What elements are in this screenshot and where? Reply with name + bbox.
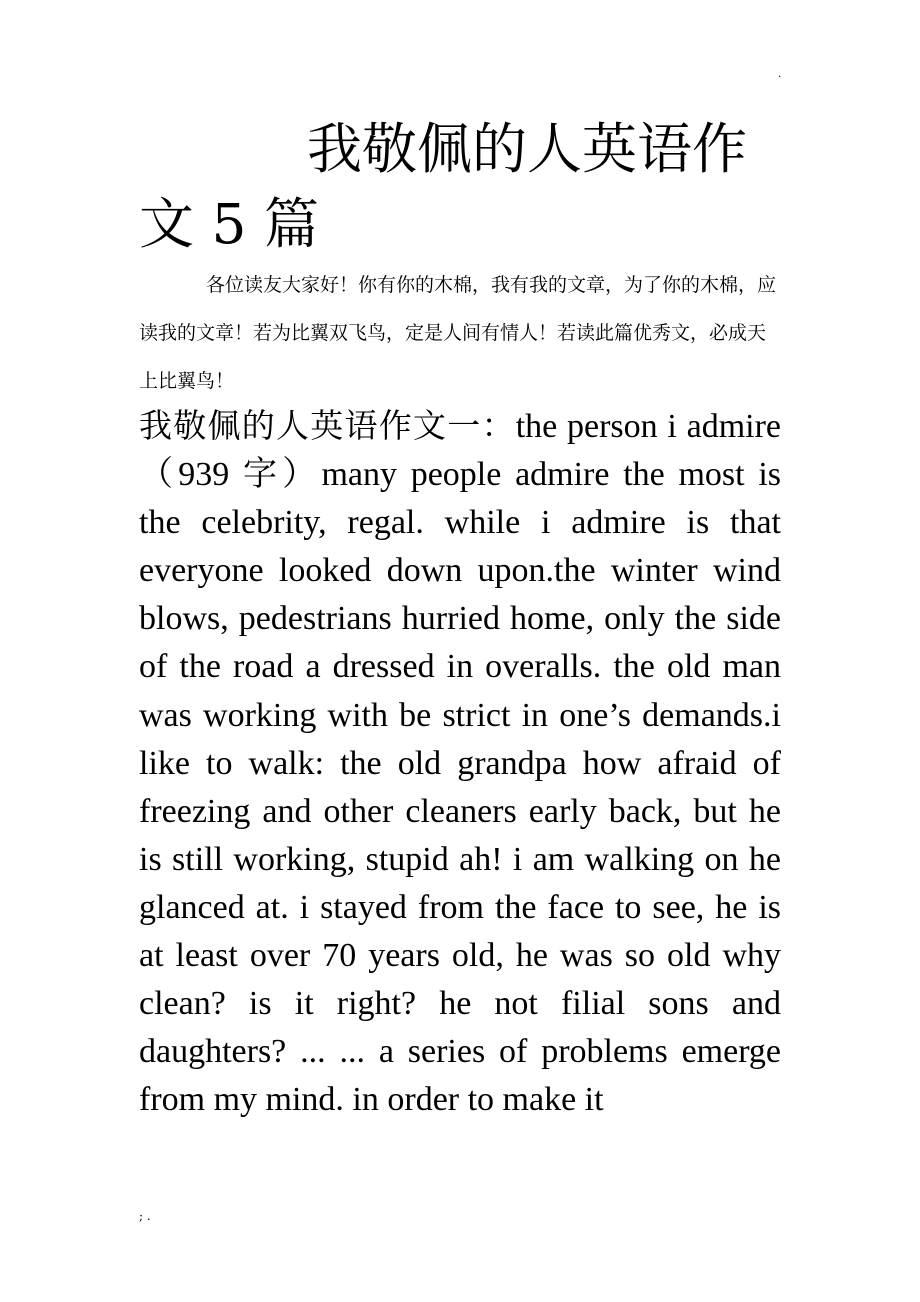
title-line-1: 我敬佩的人英语作 — [307, 117, 748, 181]
essay-text: many people admire the most is the celebrity, regal. while i admire is that everyone looked down upon.the winter wind blows, pedestrians hurried home, only the side of the road a dressed in overalls. the old man was working with be strict in one’s demands.i like to walk: the old grandpa how afraid of freezing and other cleaners early back, but he is still working, stupid ah! i am walking on he glanced at. i stayed from the face to see, he is at least over 70 years old, he was so old why clean? is it right? he not filial sons and daughters? ... ... a series of problems emerge from my mind. in order to make it — [139, 456, 782, 1119]
essay-char-count: （939 字） — [139, 456, 322, 494]
intro-paragraph: 各位读友大家好！你有你的木棉，我有我的文章，为了你的木棉，应读我的文章！若为比翼双飞鸟，定是人间有情人！若读此篇优秀文，必成天上比翼鸟！ — [139, 274, 777, 392]
title-line-2: 文 5 篇 — [139, 192, 319, 256]
page-title — [139, 112, 781, 262]
header-mark: . — [778, 69, 782, 80]
footer-mark: ; . — [139, 1209, 151, 1223]
essay-heading-en: the person i admire — [515, 408, 782, 445]
essay-heading-zh: 我敬佩的人英语作文一： — [139, 406, 516, 445]
essay-body — [139, 402, 781, 1124]
